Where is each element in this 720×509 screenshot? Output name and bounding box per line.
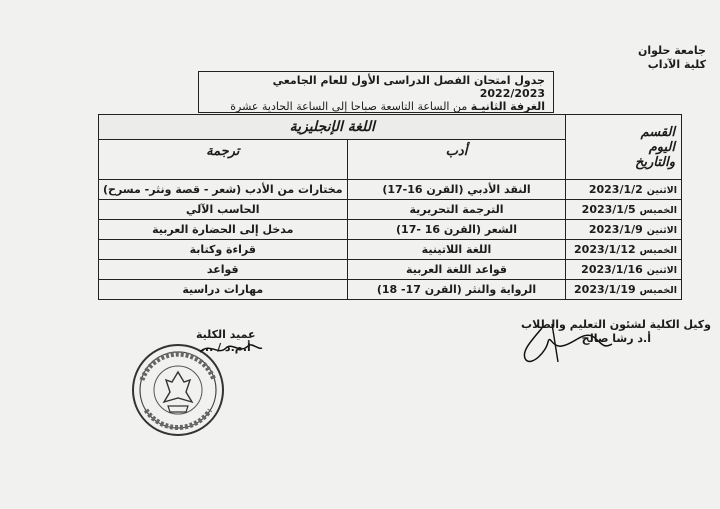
- day-label: الخميس: [639, 205, 677, 216]
- table-row: [99, 180, 682, 200]
- time-range: من الساعة التاسعة صباحا إلى الساعة الحادية عشرة: [230, 100, 468, 113]
- header-date-line: والتاريخ: [634, 154, 675, 170]
- vice-dean-name: أ.د رشا صالح: [581, 332, 651, 345]
- header-date-line: اليوم: [648, 139, 675, 155]
- table-row: [99, 260, 682, 280]
- day-label: الاثنين: [646, 225, 677, 236]
- date-value: 2023/1/2: [588, 183, 643, 196]
- date-value: 2023/1/19: [574, 283, 636, 296]
- date-cell: [566, 200, 682, 220]
- room-label: الغرفة الثانيـة: [470, 100, 545, 113]
- date-value: 2023/1/16: [581, 263, 643, 276]
- university-name: جامعة حلوان: [637, 44, 706, 57]
- date-cell: [566, 180, 682, 200]
- date-value: 2023/1/12: [574, 243, 636, 256]
- translation-cell: الحاسب الآلي: [99, 200, 348, 220]
- header-date-cell: [566, 115, 682, 180]
- translation-cell: قراءة وكتابة: [99, 240, 348, 260]
- table-row: [99, 200, 682, 220]
- translation-cell: مختارات من الأدب (شعر - قصة ونثر- مسرح): [99, 180, 348, 200]
- literature-header: أدب: [347, 140, 566, 180]
- literature-cell: الرواية والنثر (القرن 17- 18): [347, 280, 566, 300]
- translation-cell: مدخل إلى الحضارة العربية: [99, 220, 348, 240]
- date-value: 2023/1/9: [588, 223, 643, 236]
- day-label: الاثنين: [646, 185, 677, 196]
- table-row: [99, 280, 682, 300]
- date-cell: [566, 280, 682, 300]
- department-header: اللغة الإنجليزية: [99, 115, 566, 140]
- literature-cell: الشعر (القرن 16 -17): [347, 220, 566, 240]
- dean-block: [196, 328, 256, 354]
- literature-cell: قواعد اللغة العربية: [347, 260, 566, 280]
- translation-cell: مهارات دراسية: [99, 280, 348, 300]
- dean-name: أ.م.د / ...: [200, 341, 251, 354]
- table-header-row: [99, 115, 682, 140]
- date-cell: [566, 240, 682, 260]
- literature-cell: اللغة اللاتينية: [347, 240, 566, 260]
- vice-dean-title: وكيل الكلية لشئون التعليم والطلاب: [521, 318, 711, 331]
- schedule-title-box: [198, 71, 554, 113]
- header-date-line: القسم: [640, 124, 675, 140]
- date-cell: [566, 260, 682, 280]
- date-value: 2023/1/5: [581, 203, 636, 216]
- day-label: الخميس: [639, 245, 677, 256]
- day-label: الاثنين: [646, 265, 677, 276]
- schedule-title: جدول امتحان الفصل الدراسى الأول للعام الجامعي 2022/2023: [272, 74, 545, 100]
- literature-cell: الترجمة التحريرية: [347, 200, 566, 220]
- date-cell: [566, 220, 682, 240]
- table-row: [99, 240, 682, 260]
- exam-schedule-table: [98, 114, 682, 300]
- institution-header: [638, 44, 706, 72]
- literature-cell: النقد الأدبي (القرن 16-17): [347, 180, 566, 200]
- translation-cell: قواعد: [99, 260, 348, 280]
- translation-header: ترجمة: [99, 140, 348, 180]
- table-row: [99, 220, 682, 240]
- dean-title: عميد الكلية: [196, 328, 256, 341]
- faculty-name: كلية الآداب: [647, 58, 706, 71]
- vice-dean-block: [505, 318, 711, 346]
- day-label: الخميس: [639, 285, 677, 296]
